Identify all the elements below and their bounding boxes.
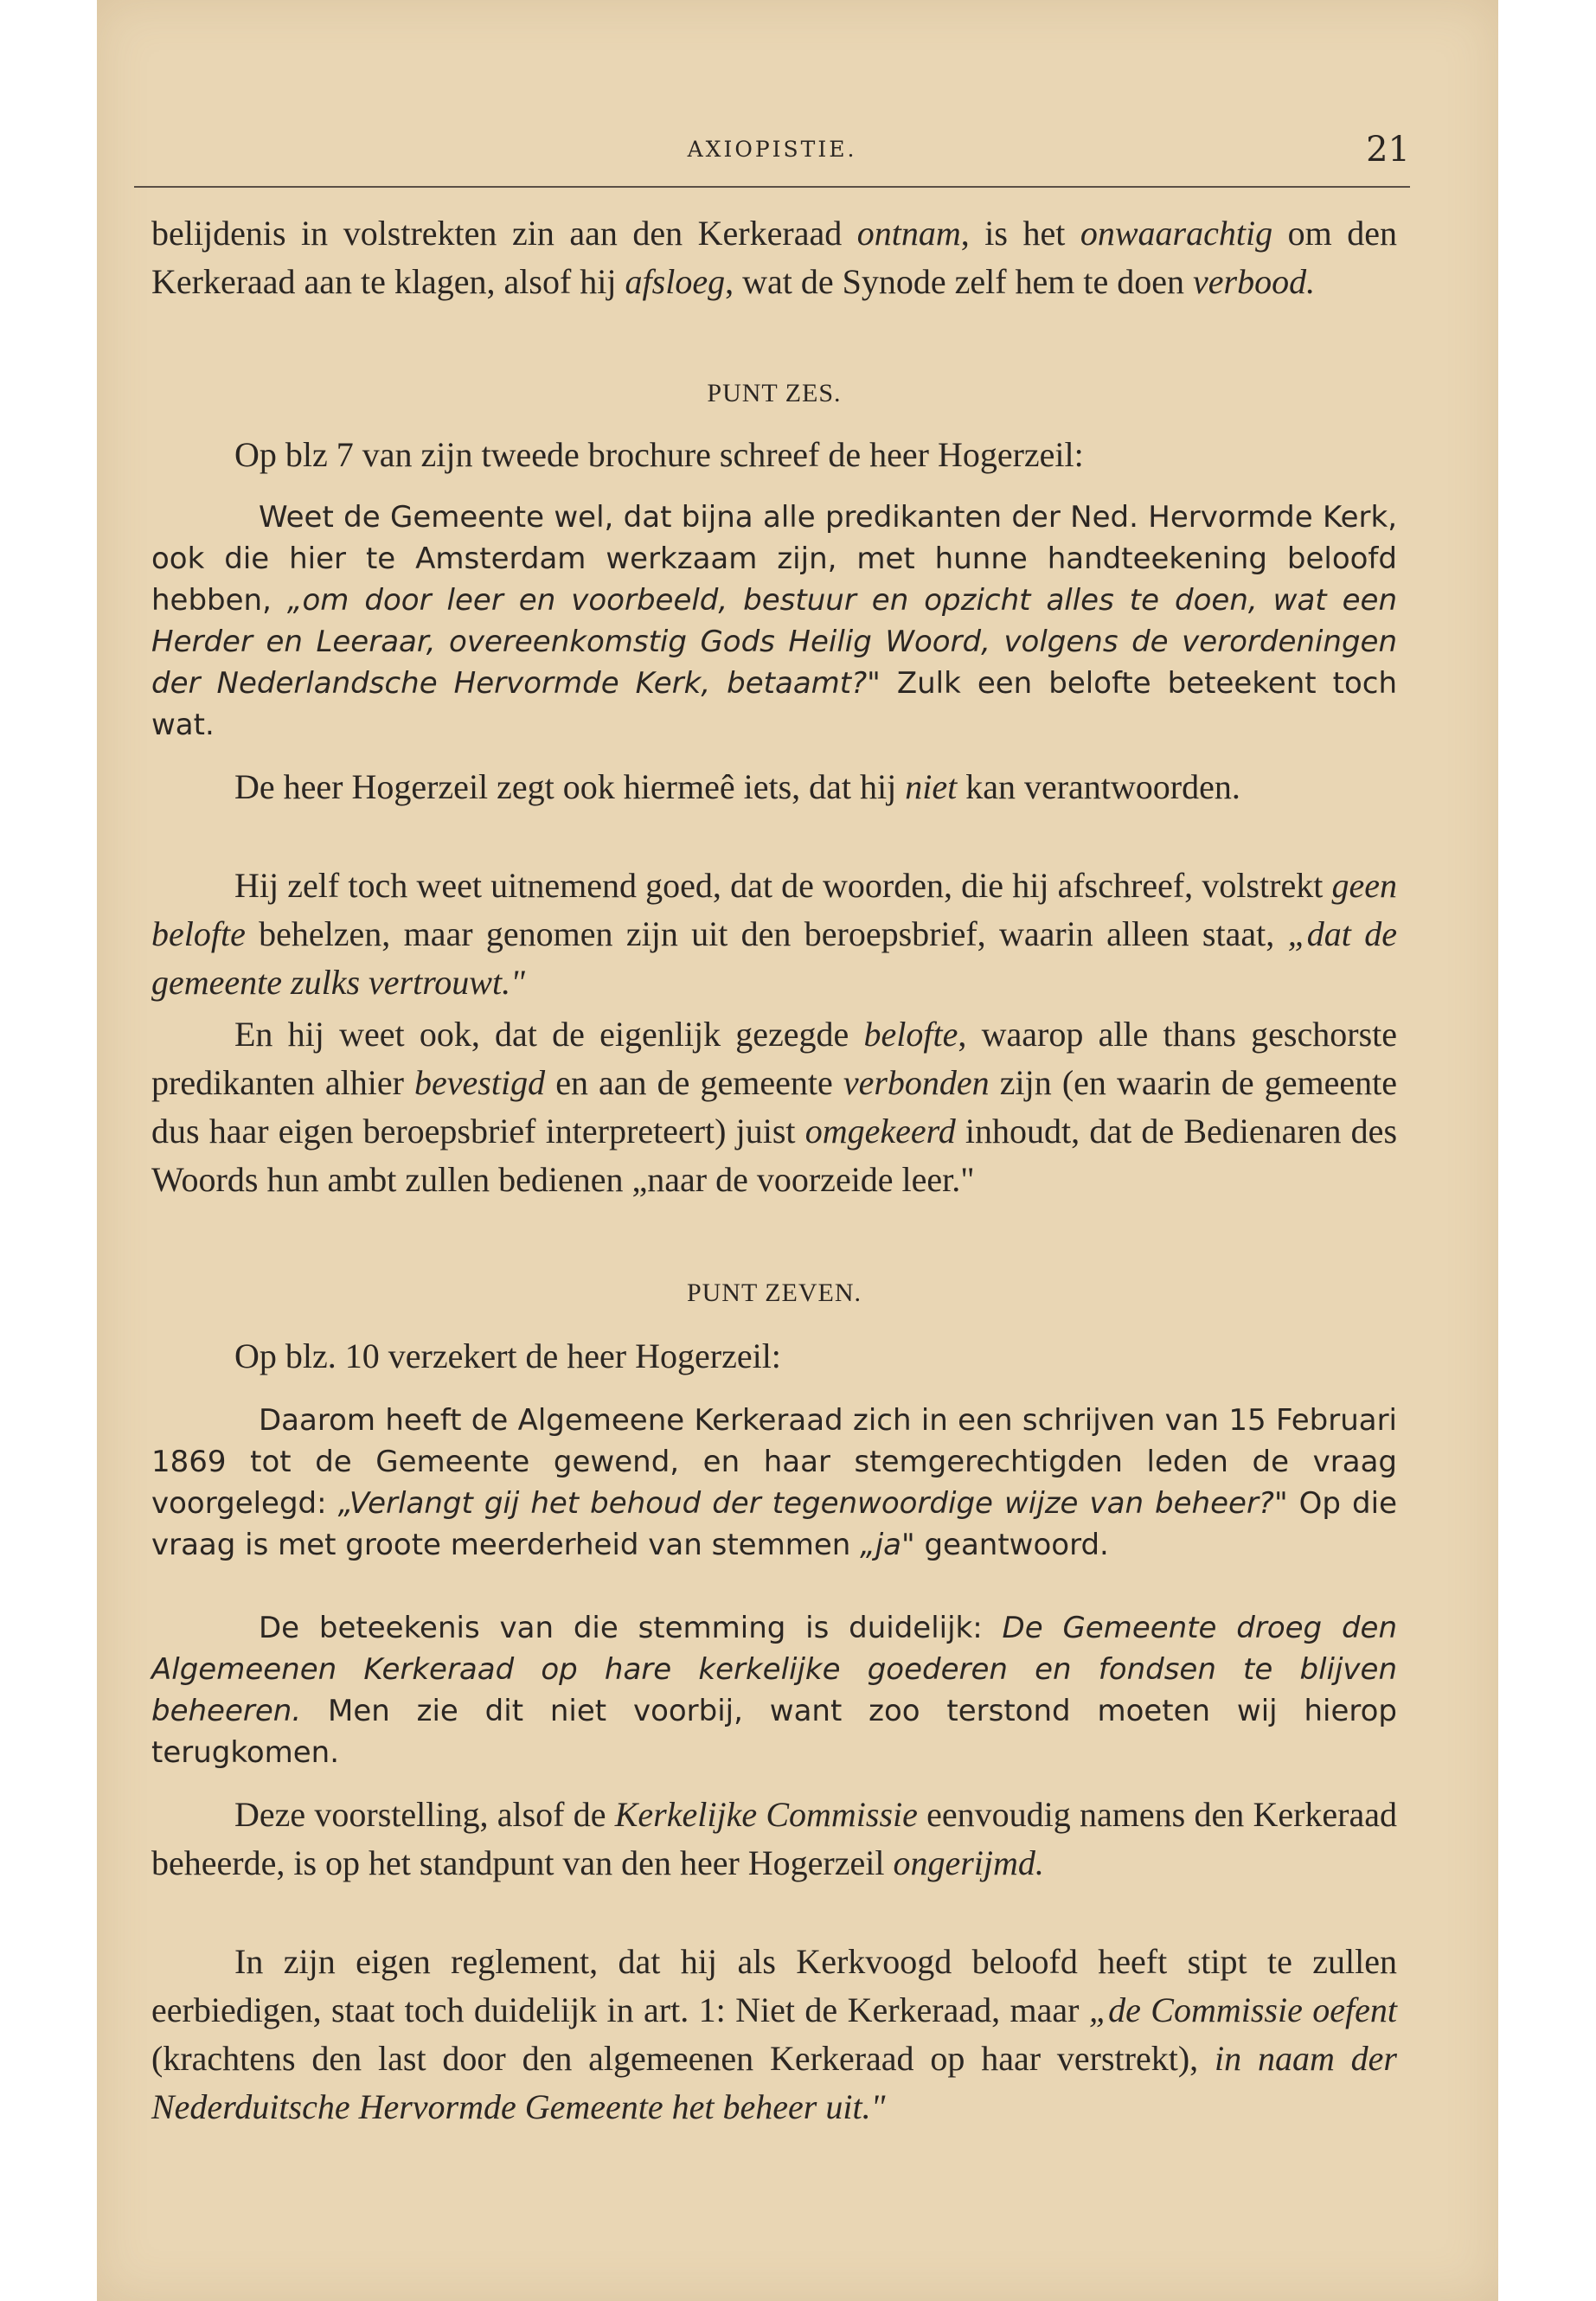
running-header <box>134 130 1410 173</box>
paragraph-8: In zijn eigen reglement, dat hij als Kerkvoogd beloofd heeft stipt te zullen eerbiedigen, staat toch duidelijk in art. 1: Niet de Kerkeraad, maar „de Commissie oefent (krachtens den last door den algemeenen Kerkeraad op haar verstrekt), in naam der Nederduitsche Hervormde Gemeente het beheer uit." <box>151 1942 1397 2126</box>
paragraph-continuation: belijdenis in volstrekten zin aan den Kerkeraad ontnam, is het onwaarachtig om den Kerkeraad aan te klagen, alsof hij afsloeg, wat de Synode zelf hem te doen verbood. <box>151 214 1398 301</box>
section-heading-zeven: PUNT ZEVEN. <box>686 1279 862 1307</box>
paragraph-intro-zeven: Op blz. 10 verzekert de heer Hogerzeil: <box>234 1336 781 1375</box>
quote-block-1: Weet de Gemeente wel, dat bijna alle predikanten der Ned. Hervormde Kerk, ook die hier te Amsterdam werkzaam zijn, met hunne handteekening beloofd hebben, „om door leer en voorbeeld, bestuur en opzicht alles te doen, wat een Herder en Leeraar, overeenkomstig Gods Heilig Woord, volgens de verordeningen der Nederlandsche Hervormde Kerk, betaamt?" Zulk een belofte beteekent toch wat. <box>151 500 1397 742</box>
page-number: 21 <box>1366 130 1410 170</box>
header-rule <box>134 186 1410 188</box>
section-heading-zes: PUNT ZES. <box>707 379 842 407</box>
running-title: AXIOPISTIE. <box>687 137 857 162</box>
paragraph-5: En hij weet ook, dat de eigenlijk gezegde belofte, waarop alle thans geschorste predikanten alhier bevestigd en aan de gemeente verbonden zijn (en waarin de gemeente dus haar eigen beroepsbrief interpreteert) juist omgekeerd inhoudt, dat de Bedienaren des Woords hun ambt zullen bedienen „naar de voorzeide leer." <box>151 1015 1398 1199</box>
paragraph-7: Deze voorstelling, alsof de Kerkelijke Commissie eenvoudig namens den Kerkeraad beheerde, is op het standpunt van den heer Hogerzeil ongerijmd. <box>151 1795 1398 1882</box>
paragraph-4: Hij zelf toch weet uitnemend goed, dat de woorden, die hij afschreef, volstrekt geen belofte behelzen, maar genomen zijn uit den beroepsbrief, waarin alleen staat, „dat de gemeente zulks vertrouwt." <box>151 866 1397 1002</box>
quote-block-3: De beteekenis van die stemming is duidelijk: De Gemeente droeg den Algemeenen Kerkeraad op hare kerkelijke goederen en fondsen te blijven beheeren. Men zie dit niet voorbij, want zoo terstond moeten wij hierop terugkomen. <box>151 1611 1398 1770</box>
paragraph-intro-zes: Op blz 7 van zijn tweede brochure schreef de heer Hogerzeil: <box>234 435 1084 474</box>
paragraph-3: De heer Hogerzeil zegt ook hiermeê iets, dat hij niet kan verantwoorden. <box>234 767 1240 806</box>
quote-block-2: Daarom heeft de Algemeene Kerkeraad zich in een schrijven van 15 Februari 1869 tot de Gemeente gewend, en haar stemgerechtigden leden de vraag voorgelegd: „Verlangt gij het behoud der tegenwoordige wijze van beheer?" Op die vraag is met groote meerderheid van stemmen „ja" geantwoord. <box>151 1403 1397 1562</box>
